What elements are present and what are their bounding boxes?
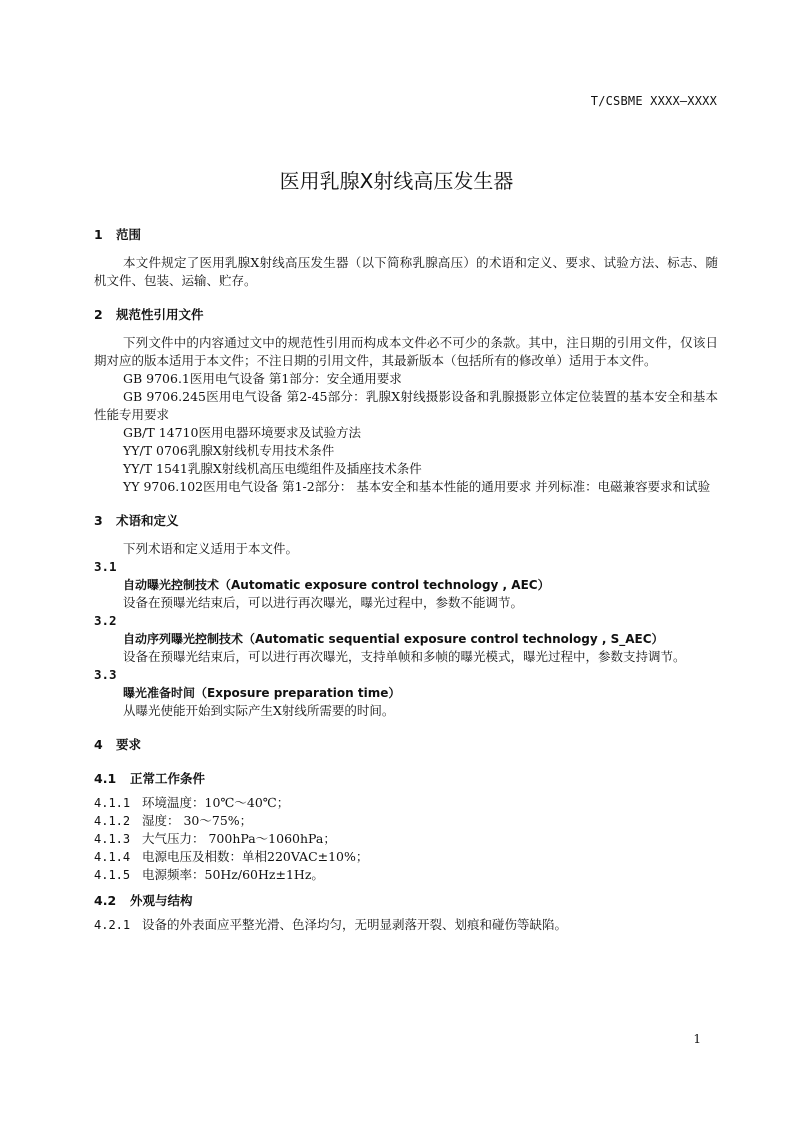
- subsection-title: 外观与结构: [130, 893, 193, 908]
- term-definition: 设备在预曝光结束后，可以进行再次曝光，支持单帧和多帧的曝光模式，曝光过程中，参数支持调节。: [123, 649, 686, 664]
- clause-item: [94, 916, 718, 934]
- clause-number: 4.2.1: [94, 918, 131, 932]
- clause-number: 4.1.3: [94, 832, 131, 846]
- document-body: [94, 226, 718, 934]
- reference-item: GB 9706.245医用电气设备 第2-45部分：乳腺X射线摄影设备和乳腺摄影立体定位装置的基本安全和基本性能专用要求: [94, 389, 718, 422]
- clause-number: 4.1.4: [94, 850, 131, 864]
- reference-item: YY/T 1541乳腺X射线机高压电缆组件及插座技术条件: [123, 461, 422, 476]
- section-3-heading: [94, 512, 718, 530]
- section-title: 术语和定义: [116, 513, 179, 528]
- clause-item: [94, 794, 718, 812]
- term-name: 自动序列曝光控制技术（Automatic sequential exposure control technology , S_AEC）: [123, 632, 664, 646]
- document-title: 医用乳腺X射线高压发生器: [279, 169, 514, 193]
- term-number: 3.3: [94, 667, 117, 682]
- term-name: 自动曝光控制技术（Automatic exposure control technology , AEC）: [123, 578, 550, 592]
- section-title: 范围: [116, 227, 142, 242]
- term-definition: 设备在预曝光结束后，可以进行再次曝光，曝光过程中，参数不能调节。: [123, 595, 524, 610]
- section-number: 3: [94, 513, 103, 528]
- term-entry: [94, 612, 718, 666]
- section-number: 2: [94, 307, 103, 322]
- subsection-number: 4.2: [94, 893, 117, 908]
- clause-item: [94, 812, 718, 830]
- reference-item: YY/T 0706乳腺X射线机专用技术条件: [123, 443, 335, 458]
- clause-number: 4.1.1: [94, 796, 131, 810]
- section-1-paragraph: 本文件规定了医用乳腺X射线高压发生器（以下简称乳腺高压）的术语和定义、要求、试验方法、标志、随机文件、包装、运输、贮存。: [94, 255, 718, 288]
- term-definition: 从曝光使能开始到实际产生X射线所需要的时间。: [123, 703, 395, 718]
- clause-text: 湿度： 30～75%；: [142, 813, 253, 828]
- subsection-4-1-heading: [94, 770, 718, 788]
- section-number: 1: [94, 227, 103, 242]
- clause-item: [94, 866, 718, 884]
- clause-text: 电源频率：50Hz/60Hz±1Hz。: [142, 867, 324, 882]
- section-number: 4: [94, 737, 103, 752]
- clause-item: [94, 830, 718, 848]
- document-code: T/CSBME XXXX—XXXX: [590, 94, 717, 108]
- clause-text: 环境温度：10℃～40℃；: [142, 795, 290, 810]
- clause-item: [94, 848, 718, 866]
- term-number: 3.2: [94, 613, 117, 628]
- section-4-heading: [94, 736, 718, 754]
- subsection-number: 4.1: [94, 771, 117, 786]
- section-title: 规范性引用文件: [116, 307, 204, 322]
- subsection-4-2-heading: [94, 892, 718, 910]
- clause-text: 电源电压及相数：单相220VAC±10%；: [142, 849, 369, 864]
- term-number: 3.1: [94, 559, 117, 574]
- section-3-intro: 下列术语和定义适用于本文件。: [123, 541, 299, 556]
- section-2-heading: [94, 306, 718, 324]
- term-entry: [94, 666, 718, 720]
- section-title: 要求: [116, 737, 142, 752]
- clause-number: 4.1.2: [94, 814, 131, 828]
- reference-item: GB/T 14710医用电器环境要求及试验方法: [123, 425, 361, 440]
- section-1-heading: [94, 226, 718, 244]
- reference-item: GB 9706.1医用电气设备 第1部分：安全通用要求: [123, 371, 402, 386]
- clause-number: 4.1.5: [94, 868, 131, 882]
- page-number: 1: [693, 1032, 701, 1046]
- section-2-paragraph: 下列文件中的内容通过文中的规范性引用而构成本文件必不可少的条款。其中，注日期的引用文件，仅该日期对应的版本适用于本文件；不注日期的引用文件，其最新版本（包括所有的修改单）适用于本文件。: [94, 335, 718, 368]
- clause-text: 大气压力： 700hPa～1060hPa；: [142, 831, 336, 846]
- reference-item: YY 9706.102医用电气设备 第1-2部分： 基本安全和基本性能的通用要求 并列标准：电磁兼容要求和试验: [123, 479, 711, 494]
- term-name: 曝光准备时间（Exposure preparation time）: [123, 686, 401, 700]
- term-entry: [94, 558, 718, 612]
- subsection-title: 正常工作条件: [130, 771, 206, 786]
- clause-text: 设备的外表面应平整光滑、色泽均匀，无明显剥落开裂、划痕和碰伤等缺陷。: [142, 917, 568, 932]
